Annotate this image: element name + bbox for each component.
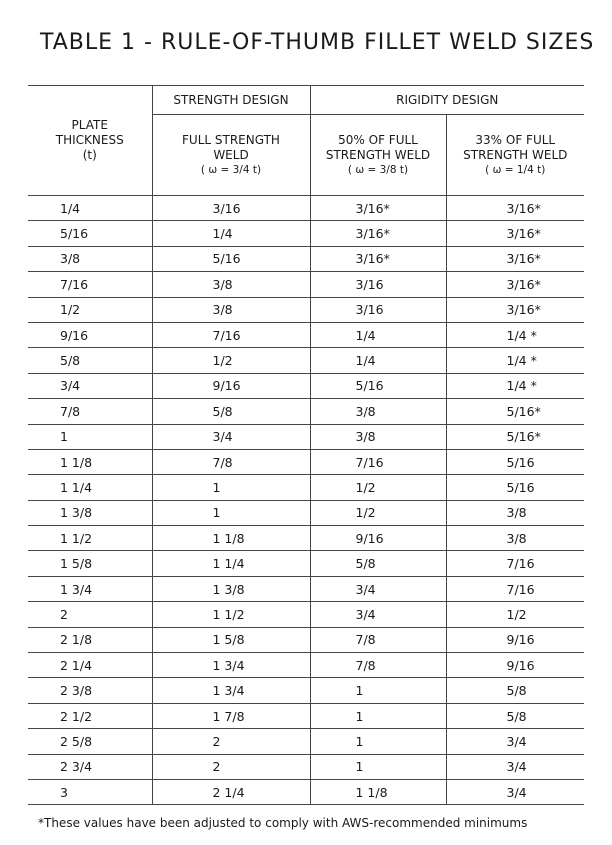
plate-thickness-cell: 9/16: [28, 322, 152, 347]
fifty-percent-cell: 3/8: [310, 399, 446, 424]
table-row: [28, 703, 584, 728]
thirty-three-percent-cell: 5/16*: [446, 424, 584, 449]
full-strength-line1: FULL STRENGTH: [182, 132, 280, 147]
fifty-percent-cell: 5/8: [310, 551, 446, 576]
full-strength-cell: 3/8: [152, 297, 310, 322]
fifty-percent-cell: 3/16*: [310, 196, 446, 221]
full-strength-cell: 1/4: [152, 221, 310, 246]
table-row: [28, 221, 584, 246]
full-strength-cell: 3/16: [152, 196, 310, 221]
plate-thickness-cell: 1/4: [28, 196, 152, 221]
plate-thickness-cell: 3: [28, 779, 152, 804]
table-row: [28, 246, 584, 271]
thirty-three-percent-cell: 1/4 *: [446, 348, 584, 373]
full-strength-header: [152, 115, 310, 196]
table-row: [28, 500, 584, 525]
full-strength-cell: 1 3/8: [152, 576, 310, 601]
plate-header-line3: (t): [82, 148, 97, 162]
full-strength-line3: ( ω = 3/4 t): [200, 163, 262, 176]
footnote: *These values have been adjusted to comply with AWS-recommended minimums: [38, 816, 528, 830]
thirty-three-percent-cell: 3/16*: [446, 246, 584, 271]
thirty-three-percent-cell: 1/4 *: [446, 373, 584, 398]
plate-thickness-cell: 7/16: [28, 272, 152, 297]
plate-thickness-cell: 3/8: [28, 246, 152, 271]
thirty-three-percent-cell: 9/16: [446, 653, 584, 678]
fifty-percent-cell: 3/8: [310, 424, 446, 449]
full-strength-line2: WELD: [213, 147, 249, 162]
plate-thickness-cell: 1 5/8: [28, 551, 152, 576]
table-row: [28, 576, 584, 601]
fillet-weld-table: [28, 85, 584, 805]
full-strength-cell: 9/16: [152, 373, 310, 398]
full-strength-cell: 1: [152, 475, 310, 500]
table-row: [28, 602, 584, 627]
fifty-percent-cell: 1/4: [310, 348, 446, 373]
table-row: [28, 272, 584, 297]
fifty-percent-cell: 1: [310, 678, 446, 703]
full-strength-cell: 1 1/8: [152, 526, 310, 551]
table-row: [28, 627, 584, 652]
table-row: [28, 653, 584, 678]
thirty-three-percent-line1: 33% OF FULL: [475, 132, 556, 147]
thirty-three-percent-cell: 3/16*: [446, 196, 584, 221]
thirty-three-percent-cell: 3/4: [446, 729, 584, 754]
plate-thickness-header: [28, 86, 152, 196]
full-strength-cell: 5/16: [152, 246, 310, 271]
table-row: [28, 551, 584, 576]
thirty-three-percent-cell: 3/8: [446, 500, 584, 525]
full-strength-cell: 7/8: [152, 449, 310, 474]
plate-thickness-cell: 3/4: [28, 373, 152, 398]
plate-header-line1: PLATE: [71, 118, 108, 132]
thirty-three-percent-cell: 3/16*: [446, 297, 584, 322]
plate-thickness-cell: 2 1/2: [28, 703, 152, 728]
fifty-percent-cell: 7/8: [310, 653, 446, 678]
table-body: [28, 196, 584, 805]
table-row: [28, 373, 584, 398]
full-strength-cell: 1 7/8: [152, 703, 310, 728]
full-strength-cell: 1: [152, 500, 310, 525]
fifty-percent-cell: 3/4: [310, 576, 446, 601]
table-row: [28, 754, 584, 779]
fifty-percent-cell: 1: [310, 754, 446, 779]
plate-thickness-cell: 1 1/4: [28, 475, 152, 500]
thirty-three-percent-cell: 5/8: [446, 678, 584, 703]
plate-thickness-cell: 7/8: [28, 399, 152, 424]
full-strength-cell: 2 1/4: [152, 779, 310, 804]
full-strength-cell: 1/2: [152, 348, 310, 373]
thirty-three-percent-cell: 3/16*: [446, 272, 584, 297]
table-row: [28, 399, 584, 424]
fifty-percent-cell: 3/16: [310, 297, 446, 322]
fifty-percent-line3: ( ω = 3/8 t): [347, 163, 409, 176]
fifty-percent-cell: 1/2: [310, 475, 446, 500]
thirty-three-percent-cell: 5/16*: [446, 399, 584, 424]
full-strength-cell: 5/8: [152, 399, 310, 424]
full-strength-cell: 3/8: [152, 272, 310, 297]
thirty-three-percent-line2: STRENGTH WELD: [463, 147, 568, 162]
thirty-three-percent-cell: 7/16: [446, 551, 584, 576]
plate-thickness-cell: 2 1/4: [28, 653, 152, 678]
full-strength-cell: 2: [152, 729, 310, 754]
plate-thickness-cell: 2 5/8: [28, 729, 152, 754]
plate-thickness-cell: 1 1/8: [28, 449, 152, 474]
fifty-percent-cell: 1/2: [310, 500, 446, 525]
table-row: [28, 348, 584, 373]
rigidity-design-header: RIGIDITY DESIGN: [310, 86, 584, 115]
plate-thickness-cell: 2 3/4: [28, 754, 152, 779]
thirty-three-percent-cell: 5/16: [446, 475, 584, 500]
fifty-percent-cell: 5/16: [310, 373, 446, 398]
plate-thickness-cell: 5/16: [28, 221, 152, 246]
plate-header-line2: THICKNESS: [55, 133, 124, 147]
fifty-percent-cell: 1/4: [310, 322, 446, 347]
table-row: [28, 475, 584, 500]
plate-thickness-cell: 1 1/2: [28, 526, 152, 551]
plate-thickness-cell: 2 1/8: [28, 627, 152, 652]
fifty-percent-cell: 3/16*: [310, 246, 446, 271]
full-strength-cell: 7/16: [152, 322, 310, 347]
full-strength-cell: 3/4: [152, 424, 310, 449]
table-row: [28, 779, 584, 804]
full-strength-cell: 1 3/4: [152, 678, 310, 703]
plate-thickness-cell: 5/8: [28, 348, 152, 373]
plate-thickness-cell: 1/2: [28, 297, 152, 322]
table-row: [28, 449, 584, 474]
fifty-percent-cell: 1: [310, 729, 446, 754]
full-strength-cell: 1 1/2: [152, 602, 310, 627]
thirty-three-percent-cell: 5/8: [446, 703, 584, 728]
thirty-three-percent-cell: 5/16: [446, 449, 584, 474]
fifty-percent-cell: 3/4: [310, 602, 446, 627]
table-row: [28, 322, 584, 347]
fifty-percent-header: [310, 115, 446, 196]
fifty-percent-cell: 7/8: [310, 627, 446, 652]
full-strength-cell: 1 5/8: [152, 627, 310, 652]
fifty-percent-cell: 7/16: [310, 449, 446, 474]
full-strength-cell: 1 3/4: [152, 653, 310, 678]
page-title: TABLE 1 - RULE-OF-THUMB FILLET WELD SIZES: [40, 30, 595, 55]
fifty-percent-cell: 3/16*: [310, 221, 446, 246]
fifty-percent-cell: 1: [310, 703, 446, 728]
thirty-three-percent-cell: 7/16: [446, 576, 584, 601]
table-row: [28, 729, 584, 754]
full-strength-cell: 2: [152, 754, 310, 779]
plate-thickness-cell: 1 3/8: [28, 500, 152, 525]
thirty-three-percent-cell: 1/2: [446, 602, 584, 627]
plate-thickness-cell: 2 3/8: [28, 678, 152, 703]
fifty-percent-cell: 9/16: [310, 526, 446, 551]
thirty-three-percent-cell: 9/16: [446, 627, 584, 652]
fifty-percent-cell: 3/16: [310, 272, 446, 297]
thirty-three-percent-header: [446, 115, 584, 196]
plate-thickness-cell: 2: [28, 602, 152, 627]
thirty-three-percent-line3: ( ω = 1/4 t): [485, 163, 546, 176]
table-row: [28, 526, 584, 551]
strength-design-header: STRENGTH DESIGN: [152, 86, 310, 115]
table-row: [28, 196, 584, 221]
fifty-percent-line1: 50% OF FULL: [338, 132, 418, 147]
thirty-three-percent-cell: 3/4: [446, 754, 584, 779]
thirty-three-percent-cell: 3/8: [446, 526, 584, 551]
fifty-percent-cell: 1 1/8: [310, 779, 446, 804]
plate-thickness-cell: 1 3/4: [28, 576, 152, 601]
table-row: [28, 678, 584, 703]
thirty-three-percent-cell: 3/4: [446, 779, 584, 804]
table-row: [28, 297, 584, 322]
thirty-three-percent-cell: 1/4 *: [446, 322, 584, 347]
thirty-three-percent-cell: 3/16*: [446, 221, 584, 246]
full-strength-cell: 1 1/4: [152, 551, 310, 576]
fifty-percent-line2: STRENGTH WELD: [325, 147, 431, 162]
table-row: [28, 424, 584, 449]
plate-thickness-cell: 1: [28, 424, 152, 449]
